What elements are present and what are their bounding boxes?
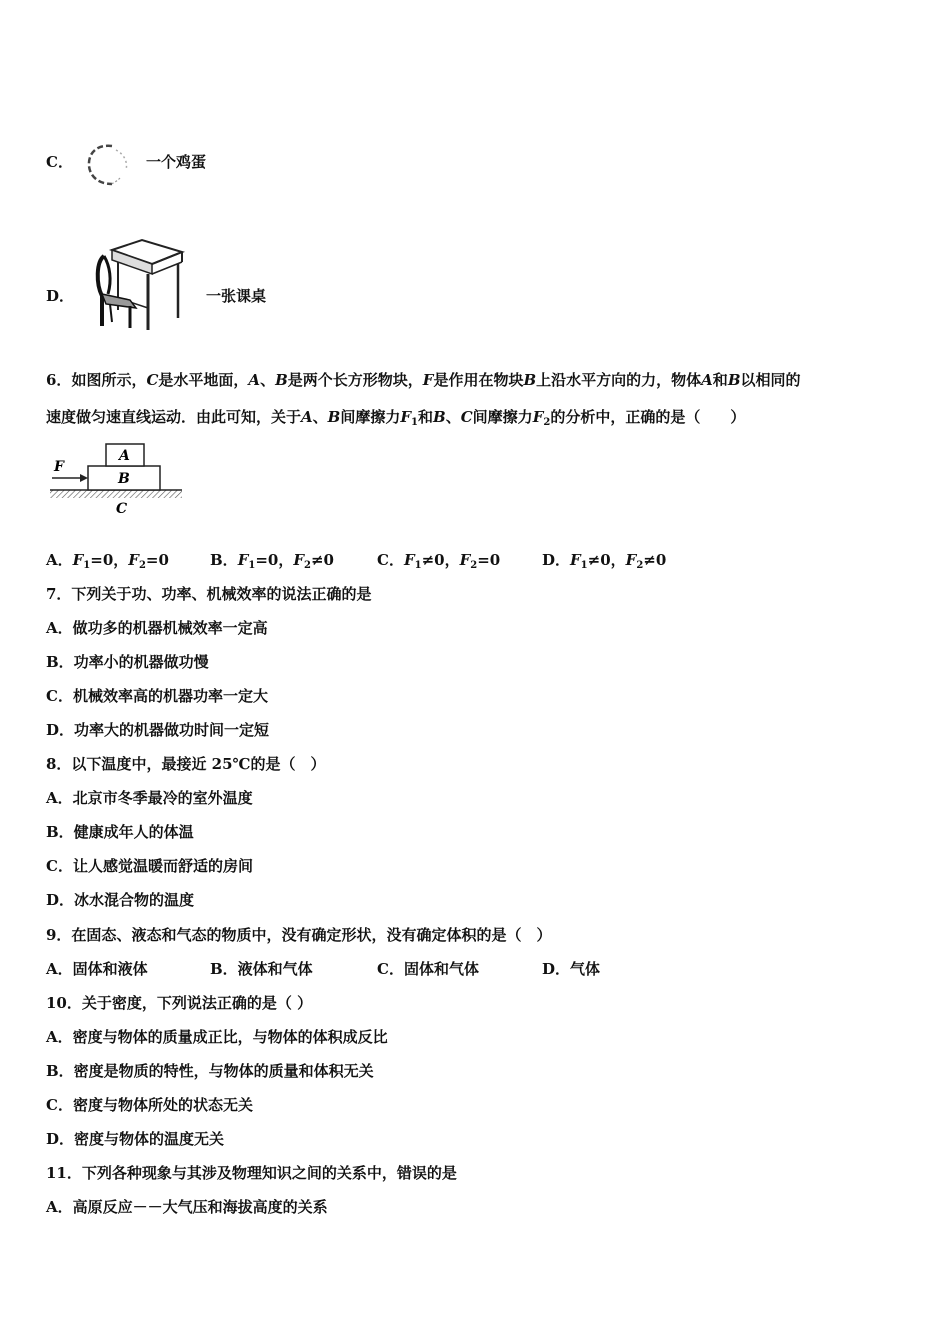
q6-blocks-figure	[46, 440, 186, 516]
q6-option-c: C．$F_1\ne 0$，$F_2=0$	[377, 551, 501, 571]
q5-option-d-text: 一张课桌	[206, 287, 267, 305]
q9-stem: 9．在固态、液态和气态的物质中，没有确定形状，没有确定体积的是（ ）	[46, 926, 552, 944]
q9-option-d: D．气体	[542, 960, 601, 978]
q10-option-b: B．密度是物质的特性，与物体的质量和体积无关	[46, 1062, 374, 1080]
q7-option-c: C．机械效率高的机器功率一定大	[46, 687, 268, 705]
school-desk-image	[90, 236, 186, 334]
q8-option-d: D．冰水混合物的温度	[46, 891, 195, 909]
q6-number: 6．	[46, 371, 72, 389]
ground-c	[50, 490, 182, 498]
q9-option-a: A．固体和液体	[46, 960, 148, 978]
q10-option-c: C．密度与物体所处的状态无关	[46, 1096, 253, 1114]
q6-stem-line2: 速度做匀速直线运动．由此可知，关于A、B间摩擦力$F_1$和B、C间摩擦力$F_2$的分析中，正确的是（ ）	[46, 408, 746, 428]
q8-option-a: A．北京市冬季最冷的室外温度	[46, 789, 253, 807]
q7-option-d: D．功率大的机器做功时间一定短	[46, 721, 270, 739]
q10-option-a: A．密度与物体的质量成正比，与物体的体积成反比	[46, 1028, 388, 1046]
q5-option-d-label: D．	[46, 287, 75, 305]
label-f: F	[54, 459, 64, 475]
q7-stem: 7．下列关于功、功率、机械效率的说法正确的是	[46, 585, 372, 603]
q8-stem: 8．以下温度中，最接近 25℃的是（ ）	[46, 755, 326, 773]
q11-stem: 11．下列各种现象与其涉及物理知识之间的关系中，错误的是	[46, 1164, 457, 1182]
q9-option-c: C．固体和气体	[377, 960, 479, 978]
q7-option-a: A．做功多的机器机械效率一定高	[46, 619, 268, 637]
q6-option-b: B．$F_1=0$，$F_2\ne 0$	[210, 551, 334, 571]
q6-option-d: D．$F_1\ne 0$，$F_2\ne 0$	[542, 551, 667, 571]
q10-option-d: D．密度与物体的温度无关	[46, 1130, 225, 1148]
q8-option-c: C．让人感觉温暖而舒适的房间	[46, 857, 253, 875]
q6-stem-line1: 6．如图所示，C是水平地面，A、B是两个长方形物块，F是作用在物块B上沿水平方向的力，物体A和B以相同的	[46, 371, 801, 389]
label-a: A	[119, 448, 130, 464]
q11-option-a: A．高原反应－－大气压和海拔高度的关系	[46, 1198, 328, 1216]
label-c: C	[116, 501, 128, 516]
q6-option-a: A．$F_1=0$，$F_2=0$	[46, 551, 169, 571]
q5-option-c-text: 一个鸡蛋	[146, 153, 207, 171]
label-b: B	[118, 471, 130, 487]
q10-stem: 10．关于密度，下列说法正确的是（ ）	[46, 994, 313, 1012]
q8-option-b: B．健康成年人的体温	[46, 823, 194, 841]
q5-option-c-label: C．	[46, 153, 73, 171]
q7-option-b: B．功率小的机器做功慢	[46, 653, 209, 671]
q9-option-b: B．液体和气体	[210, 960, 313, 978]
egg-image	[82, 140, 134, 188]
